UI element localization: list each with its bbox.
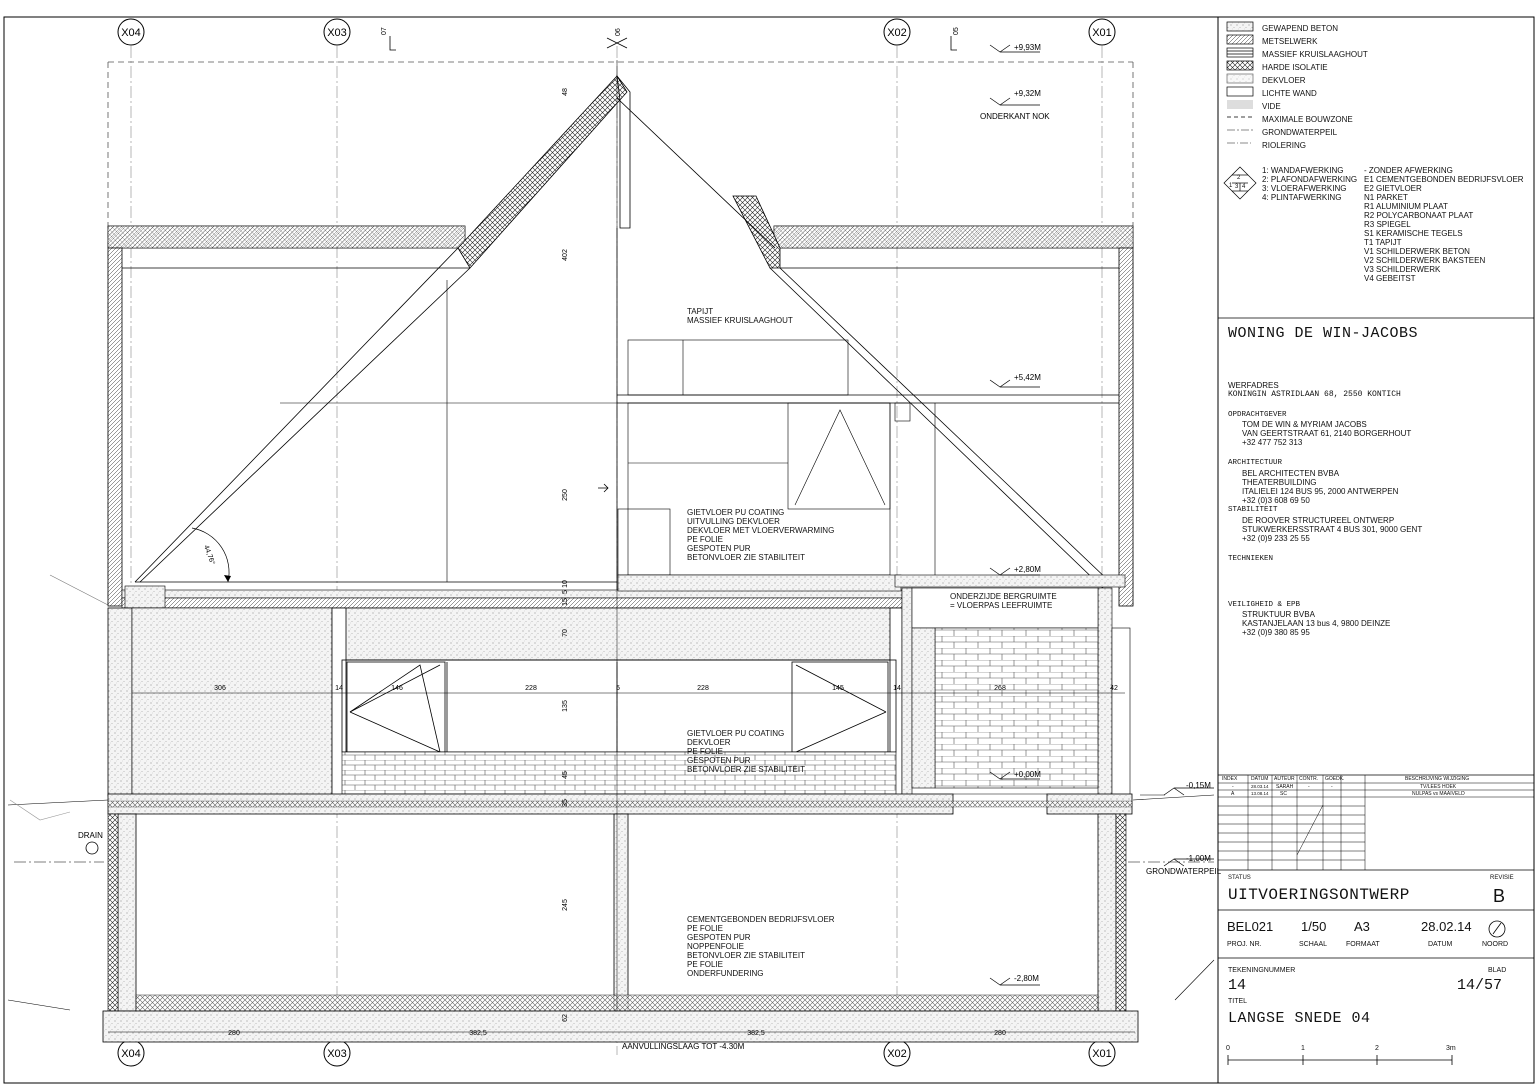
finish-item: E1 CEMENTGEBONDEN BEDRIJFSVLOER: [1364, 175, 1524, 184]
note-line: ONDERZIJDE BERGRUIMTE: [950, 592, 1057, 601]
dim-35: 35: [562, 799, 569, 807]
proj-nr-value: BEL021: [1227, 919, 1274, 934]
note-line: GESPOTEN PUR: [687, 544, 751, 553]
dim-48: 48: [562, 88, 569, 96]
note-line: DEKVLOER: [687, 738, 731, 747]
dim-62: 62: [562, 1014, 569, 1022]
note-line: BETONVLOER ZIE STABILITEIT: [687, 553, 805, 562]
info-line: VAN GEERTSTRAAT 61, 2140 BORGERHOUT: [1242, 429, 1412, 438]
dim-135: 135: [562, 700, 569, 712]
note-line: CEMENTGEBONDEN BEDRIJFSVLOER: [687, 915, 835, 924]
grid-label-x01-top: X01: [1092, 27, 1112, 39]
roof-angle-label: 44,76°: [202, 544, 216, 566]
note-line: BETONVLOER ZIE STABILITEIT: [687, 951, 805, 960]
dim-14-left: 14: [335, 685, 343, 692]
finish-legend-left: [1262, 166, 1357, 202]
note-line: GIETVLOER PU COATING: [687, 508, 785, 517]
info-line: +32 477 752 313: [1242, 438, 1303, 447]
dim-306: 306: [214, 685, 226, 692]
note-line: = VLOERPAS LEEFRUIMTE: [950, 601, 1053, 610]
info-line: TOM DE WIN & MYRIAM JACOBS: [1242, 420, 1367, 429]
info-line: +32 (0)9 380 85 95: [1242, 628, 1310, 637]
note-attic: [687, 307, 793, 325]
level-542: +5,42M: [1014, 373, 1041, 382]
finish-symbol-digit: 4: [1242, 184, 1246, 190]
dim-14-right: 14: [893, 685, 901, 692]
finish-symbol-digit: 1: [1229, 183, 1233, 189]
finish-item: 3: VLOERAFWERKING: [1262, 184, 1347, 193]
project-title: WONING DE WIN-JACOBS: [1228, 325, 1419, 342]
revisie-label: REVISIE: [1490, 875, 1514, 881]
rev-cell: -: [1308, 784, 1310, 790]
legend-item: GRONDWATERPEIL: [1262, 128, 1338, 137]
legend-item: MASSIEF KRUISLAAGHOUT: [1262, 50, 1368, 59]
info-line: STRUKTUUR BVBA: [1242, 610, 1315, 619]
rev-header-beschrijving: BESCHRIJVING WIJZIGING: [1405, 776, 1470, 782]
architectuur-value: [1242, 469, 1398, 505]
schaal-label: SCHAAL: [1299, 941, 1328, 948]
dim-228-right: 228: [697, 685, 709, 692]
dim-b3825-left: 382,5: [469, 1030, 487, 1037]
level-nok-under: +9,32M: [1014, 89, 1041, 98]
dim-b280-right: 280: [994, 1030, 1006, 1037]
dim-146: 146: [391, 685, 403, 692]
finish-item: 2: PLAFONDAFWERKING: [1262, 175, 1358, 184]
note-line: BETONVLOER ZIE STABILITEIT: [687, 765, 805, 774]
technieken-label: TECHNIEKEN: [1228, 555, 1274, 563]
grid-label-x02-top: X02: [887, 27, 907, 39]
opdrachtgever-label: OPDRACHTGEVER: [1228, 411, 1287, 419]
legend-item: MAXIMALE BOUWZONE: [1262, 115, 1353, 124]
noord-label: NOORD: [1482, 941, 1509, 948]
info-line: DE ROOVER STRUCTUREEL ONTWERP: [1242, 516, 1395, 525]
finish-item: V3 SCHILDERWERK: [1364, 265, 1441, 274]
level-280: +2,80M: [1014, 565, 1041, 574]
level-m280: -2,80M: [1014, 974, 1039, 983]
dim-228-left: 228: [525, 685, 537, 692]
info-line: +32 (0)9 233 25 55: [1242, 534, 1310, 543]
note-line: GIETVLOER PU COATING: [687, 729, 785, 738]
rev-header-datum: DATUM: [1251, 776, 1269, 782]
veiligheid-label: VEILIGHEID & EPB: [1228, 601, 1301, 609]
dim-402: 402: [562, 249, 569, 261]
note-line: DEKVLOER MET VLOERVERWARMING: [687, 526, 835, 535]
rev-cell: -: [1232, 784, 1234, 790]
proj-nr-label: PROJ. NR.: [1227, 941, 1262, 948]
titel-value: LANGSE SNEDE 04: [1228, 1010, 1371, 1027]
note-line: GESPOTEN PUR: [687, 933, 751, 942]
level-m015: -0,15M: [1186, 781, 1211, 790]
formaat-label: FORMAAT: [1346, 941, 1380, 948]
finish-item: V4 GEBEITST: [1364, 274, 1416, 283]
finish-item: R1 ALUMINIUM PLAAT: [1364, 202, 1448, 211]
werfadres-value: KONINGIN ASTRIDLAAN 68, 2550 KONTICH: [1228, 390, 1401, 399]
finish-item: V2 SCHILDERWERK BAKSTEEN: [1364, 256, 1486, 265]
dim-5-h: 5: [616, 685, 620, 692]
legend-item: METSELWERK: [1262, 37, 1318, 46]
status-value: UITVOERINGSONTWERP: [1228, 886, 1410, 904]
level-nok-label: ONDERKANT NOK: [980, 112, 1050, 121]
tekeningnummer-label: TEKENINGNUMMER: [1228, 967, 1296, 974]
info-line: ITALIELEI 124 BUS 95, 2000 ANTWERPEN: [1242, 487, 1399, 496]
note-bergruimte: [950, 592, 1057, 610]
rev-cell: NULPAS vs MAAIVELD: [1412, 791, 1465, 797]
finish-legend-right: [1364, 166, 1524, 283]
finish-item: R2 POLYCARBONAAT PLAAT: [1364, 211, 1474, 220]
revisie-value: B: [1493, 886, 1506, 906]
legend-item: DEKVLOER: [1262, 76, 1306, 85]
note-line: ONDERFUNDERING: [687, 969, 764, 978]
finish-item: N1 PARKET: [1364, 193, 1408, 202]
finish-item: T1 TAPIJT: [1364, 238, 1402, 247]
grid-label-x03-bottom: X03: [327, 1048, 347, 1060]
aanvulling-label: AANVULLINGSLAAG TOT -4.30M: [622, 1042, 745, 1051]
legend-item: HARDE ISOLATIE: [1262, 63, 1328, 72]
note-line: MASSIEF KRUISLAAGHOUT: [687, 316, 793, 325]
rev-header-index: INDEX: [1222, 776, 1238, 782]
scale-tick-1: 1: [1301, 1045, 1305, 1052]
rev-cell: 13.08.14: [1251, 791, 1269, 796]
blad-value: 14/57: [1457, 977, 1503, 994]
werfadres-label: WERFADRES: [1228, 381, 1279, 390]
grid-label-x03-top: X03: [327, 27, 347, 39]
groundwater-label: GRONDWATERPEIL: [1146, 867, 1222, 876]
grid-label-x02-bottom: X02: [887, 1048, 907, 1060]
rev-cell: A: [1231, 791, 1235, 797]
rev-header-contr: CONTR.: [1299, 776, 1319, 782]
note-line: PE FOLIE: [687, 535, 724, 544]
cut-label-05: 05: [953, 27, 960, 35]
finish-symbol-digit: 2: [1237, 175, 1241, 181]
legend-item: RIOLERING: [1262, 141, 1307, 150]
grid-label-x01-bottom: X01: [1092, 1048, 1112, 1060]
finish-item: - ZONDER AFWERKING: [1364, 166, 1453, 175]
opdrachtgever-value: [1242, 420, 1411, 447]
info-line: +32 (0)3 608 69 50: [1242, 496, 1310, 505]
dim-42: 42: [1110, 685, 1118, 692]
rev-cell: 28.03.14: [1251, 784, 1269, 789]
scale-tick-2: 2: [1375, 1045, 1379, 1052]
dim-10: 10: [562, 580, 569, 588]
note-line: UITVULLING DEKVLOER: [687, 517, 780, 526]
legend-item: LICHTE WAND: [1262, 89, 1317, 98]
scale-tick-0: 0: [1226, 1045, 1230, 1052]
veiligheid-value: [1242, 610, 1390, 637]
cut-label-07: 07: [381, 27, 388, 35]
note-line: PE FOLIE: [687, 924, 724, 933]
info-line: THEATERBUILDING: [1242, 478, 1317, 487]
blad-label: BLAD: [1488, 967, 1507, 974]
grid-label-x04-top: X04: [121, 27, 141, 39]
datum-label: DATUM: [1428, 941, 1453, 948]
level-000: +0,00M: [1014, 770, 1041, 779]
info-line: BEL ARCHITECTEN BVBA: [1242, 469, 1340, 478]
finish-item: E2 GIETVLOER: [1364, 184, 1422, 193]
drain-label: DRAIN: [78, 831, 103, 840]
dim-250: 250: [562, 489, 569, 501]
datum-value: 28.02.14: [1421, 919, 1472, 934]
level-m100: -1,00M: [1186, 854, 1211, 863]
note-line: GESPOTEN PUR: [687, 756, 751, 765]
note-line: PE FOLIE: [687, 747, 724, 756]
note-line: PE FOLIE: [687, 960, 724, 969]
finish-item: 4: PLINTAFWERKING: [1262, 193, 1342, 202]
note-floor1: [687, 508, 834, 562]
rev-cell: -: [1331, 784, 1333, 790]
dim-b3825-right: 382,5: [747, 1030, 765, 1037]
stabiliteit-label: STABILITEIT: [1228, 506, 1278, 514]
tekeningnummer-value: 14: [1228, 977, 1247, 994]
dim-70: 70: [562, 629, 569, 637]
finish-item: S1 KERAMISCHE TEGELS: [1364, 229, 1463, 238]
note-ground: [687, 729, 805, 774]
formaat-value: A3: [1354, 919, 1370, 934]
legend-item: GEWAPEND BETON: [1262, 24, 1339, 33]
dim-5: 5: [562, 590, 569, 594]
rev-header-goedk: GOEDK.: [1325, 776, 1345, 782]
note-line: TAPIJT: [687, 307, 714, 316]
dim-145: 145: [832, 685, 844, 692]
scale-tick-3: 3m: [1446, 1045, 1456, 1052]
legend: [1262, 22, 1368, 152]
cut-label-06: 06: [615, 28, 622, 36]
dim-268: 268: [994, 685, 1006, 692]
dim-45: 45: [562, 771, 569, 779]
dim-15: 15: [562, 598, 569, 606]
info-line: STUKWERKERSSTRAAT 4 BUS 301, 9000 GENT: [1242, 525, 1423, 534]
status-label: STATUS: [1228, 875, 1251, 881]
note-basement: [687, 915, 835, 978]
grid-label-x04-bottom: X04: [121, 1048, 141, 1060]
info-line: KASTANJELAAN 13 bus 4, 9800 DEINZE: [1242, 619, 1391, 628]
rev-cell: SC: [1280, 791, 1287, 797]
schaal-value: 1/50: [1301, 919, 1327, 934]
note-line: NOPPENFOLIE: [687, 942, 744, 951]
rev-cell: SARAH: [1276, 784, 1294, 790]
legend-item: VIDE: [1262, 102, 1281, 111]
titel-label: TITEL: [1228, 998, 1248, 1005]
finish-item: 1: WANDAFWERKING: [1262, 166, 1344, 175]
finish-item: V1 SCHILDERWERK BETON: [1364, 247, 1470, 256]
finish-item: R3 SPIEGEL: [1364, 220, 1411, 229]
level-nok-top: +9,93M: [1014, 43, 1041, 52]
dim-245: 245: [562, 899, 569, 911]
stabiliteit-value: [1242, 516, 1422, 543]
finish-symbol-digit: 3: [1235, 184, 1239, 190]
dim-b280-left: 280: [228, 1030, 240, 1037]
rev-header-auteur: AUTEUR: [1274, 776, 1295, 782]
architectuur-label: ARCHITECTUUR: [1228, 459, 1283, 467]
rev-cell: TV/LEES HOEK: [1420, 784, 1457, 790]
